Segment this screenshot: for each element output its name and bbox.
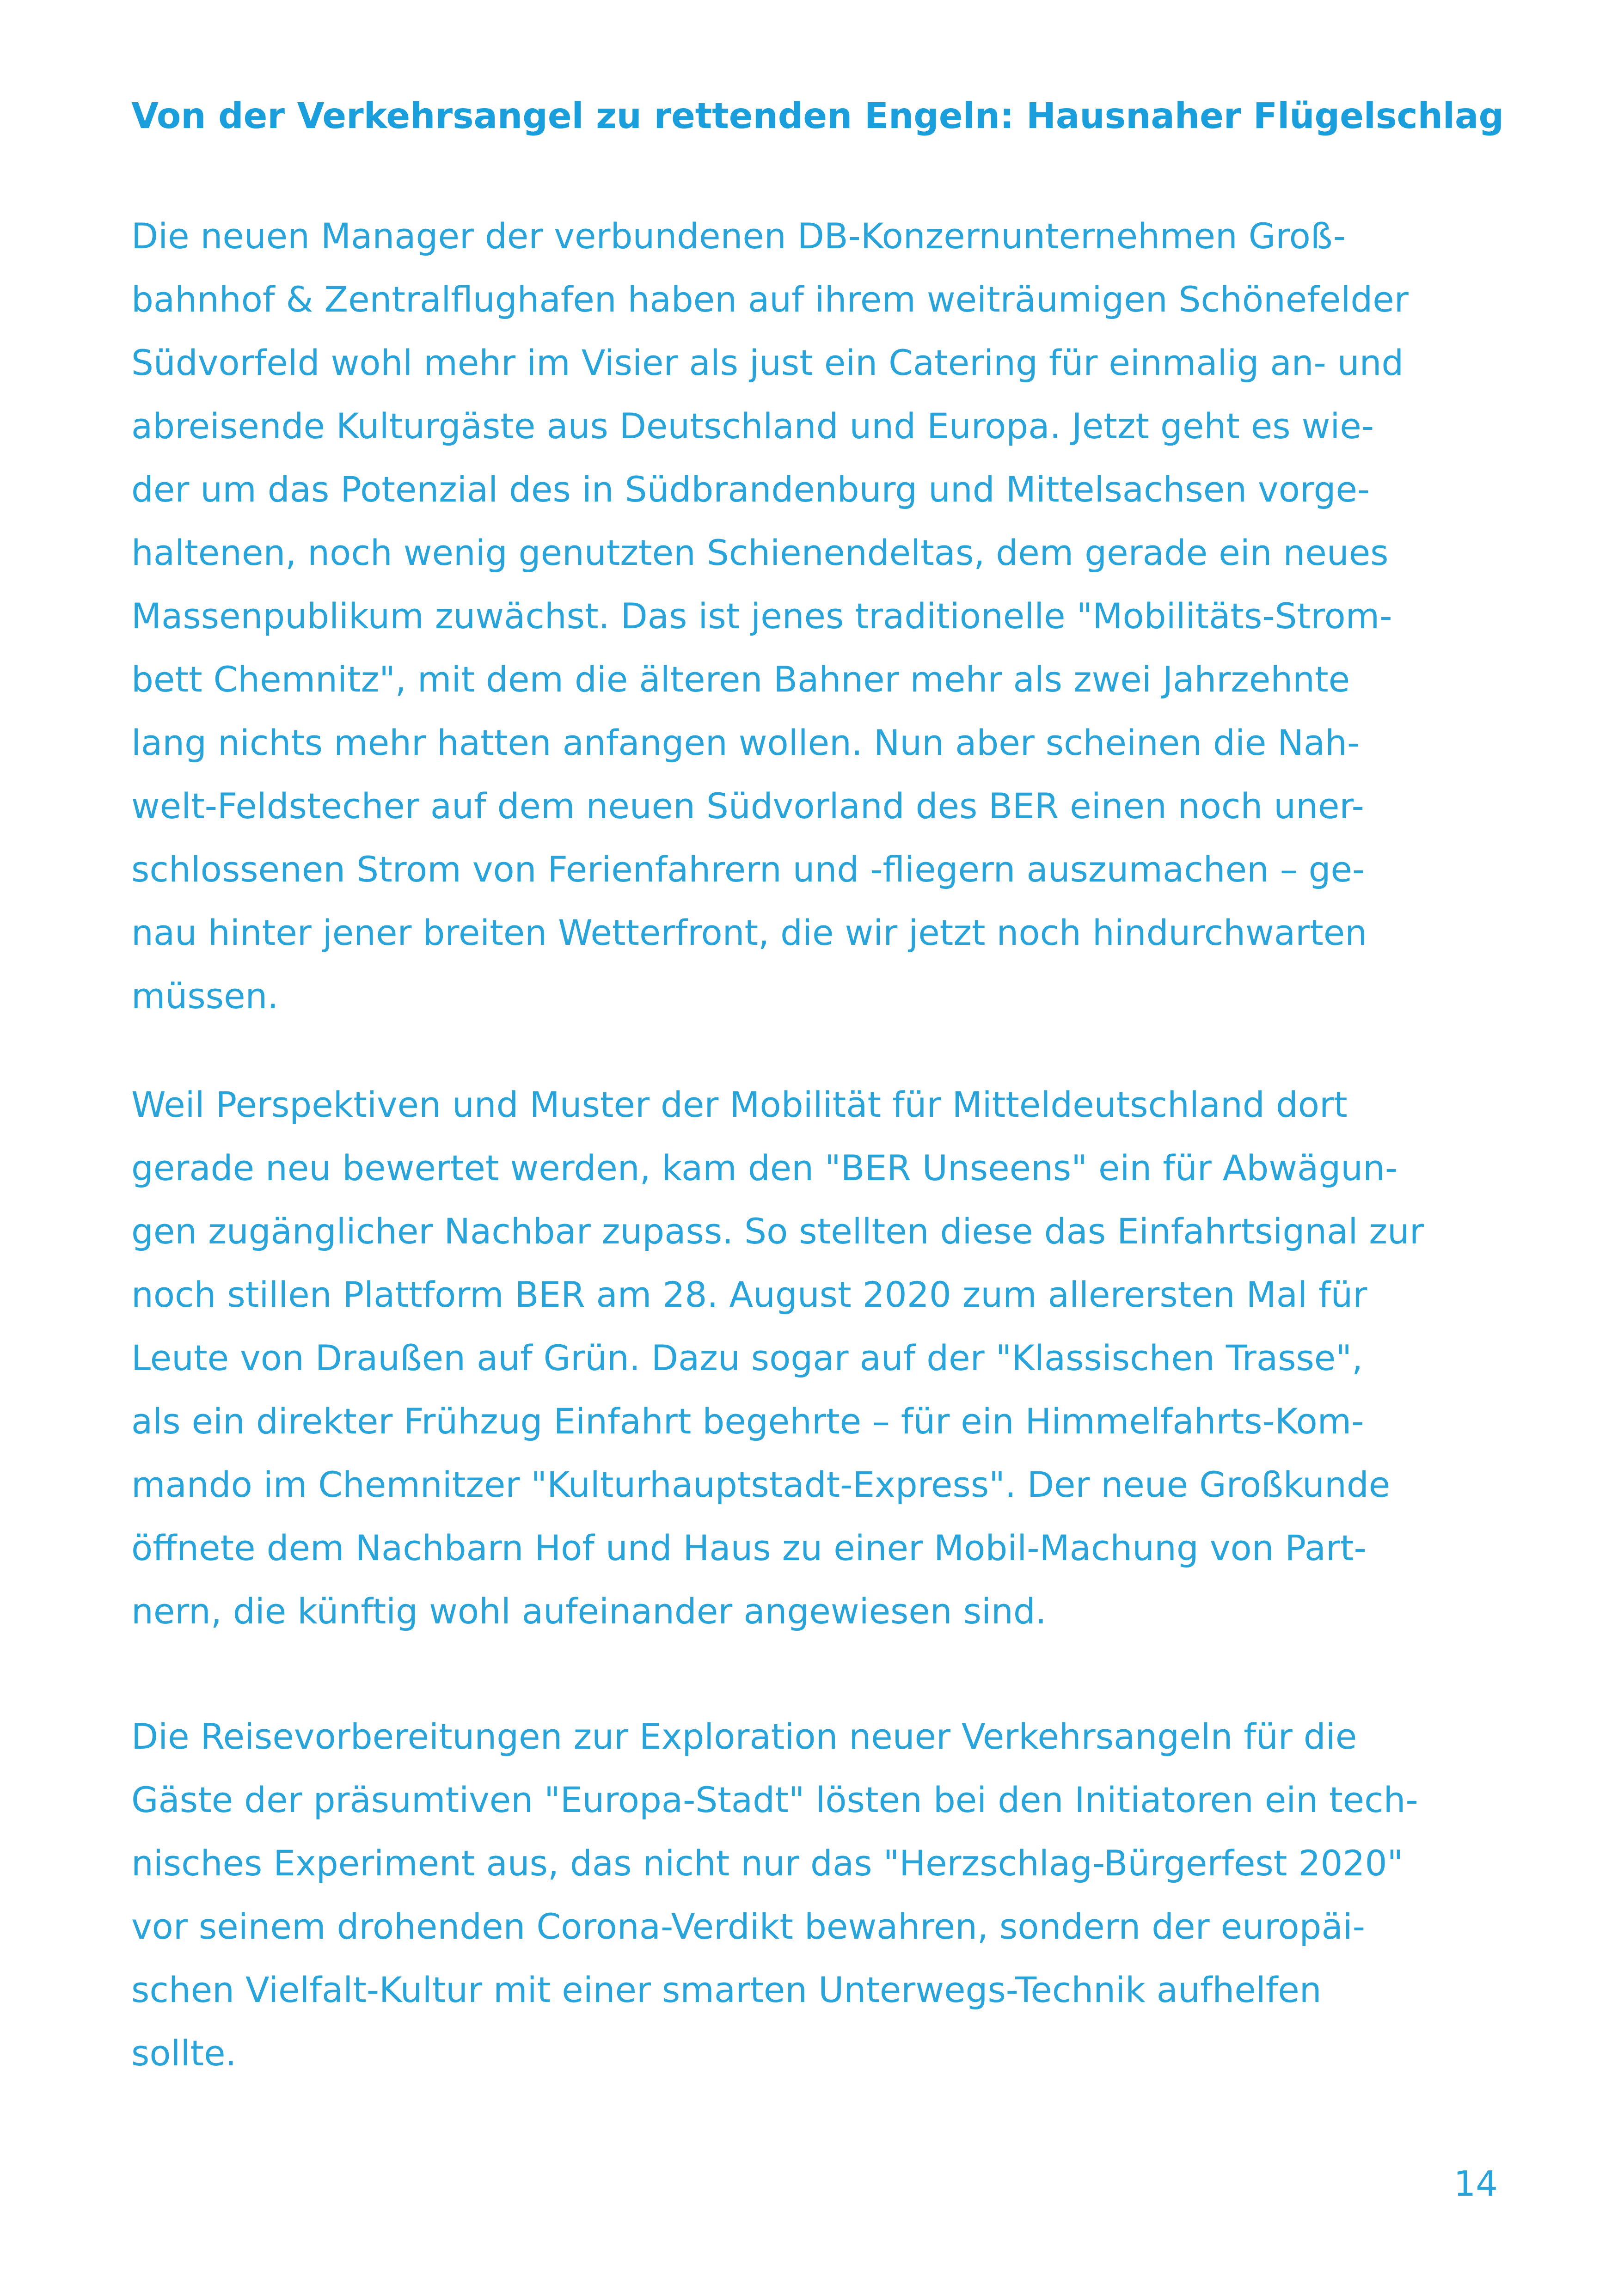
text-line: noch stillen Plattform BER am 28. August 2020 zum allerersten Mal für	[131, 1274, 1367, 1315]
text-line: müssen.	[131, 976, 279, 1016]
text-line: öffnete dem Nachbarn Hof und Haus zu einer Mobil-Machung von Part-	[131, 1528, 1367, 1568]
text-line: Südvorfeld wohl mehr im Visier als just ein Catering für einmalig an- und	[131, 343, 1404, 383]
page-heading: Von der Verkehrsangel zu rettenden Engeln: Hausnaher Flügelschlag	[131, 95, 1504, 136]
text-line: als ein direkter Frühzug Einfahrt begehrte – für ein Himmelfahrts-Kom-	[131, 1401, 1364, 1442]
text-line: mando im Chemnitzer "Kulturhauptstadt-Express". Der neue Großkunde	[131, 1464, 1391, 1505]
text-line: Leute von Draußen auf Grün. Dazu sogar auf der "Klassischen Trasse",	[131, 1338, 1363, 1378]
text-line: sollte.	[131, 2033, 237, 2074]
text-line: schen Vielfalt-Kultur mit einer smarten Unterwegs-Technik aufhelfen	[131, 1970, 1322, 2010]
text-line: vor seinem drohenden Corona-Verdikt bewahren, sondern der europäi-	[131, 1906, 1365, 1947]
text-line: bett Chemnitz", mit dem die älteren Bahner mehr als zwei Jahrzehnte	[131, 659, 1350, 700]
paragraph-1	[131, 205, 1495, 1028]
text-line: haltenen, noch wenig genutzten Schienendeltas, dem gerade ein neues	[131, 533, 1389, 573]
text-line: nau hinter jener breiten Wetterfront, die wir jetzt noch hindurchwarten	[131, 912, 1367, 953]
text-line: nisches Experiment aus, das nicht nur das "Herzschlag-Bürgerfest 2020"	[131, 1843, 1403, 1884]
page-number: 14	[1453, 2163, 1498, 2204]
text-line: abreisende Kulturgäste aus Deutschland und Europa. Jetzt geht es wie-	[131, 406, 1374, 447]
text-line: nern, die künftig wohl aufeinander angewiesen sind.	[131, 1591, 1047, 1632]
text-line: Massenpublikum zuwächst. Das ist jenes traditionelle "Mobilitäts-Strom-	[131, 596, 1392, 637]
text-line: gerade neu bewertet werden, kam den "BER Unseens" ein für Abwägun-	[131, 1148, 1398, 1188]
text-line: welt-Feldstecher auf dem neuen Südvorland des BER einen noch uner-	[131, 786, 1364, 827]
text-line: der um das Potenzial des in Südbrandenburg und Mittelsachsen vorge-	[131, 469, 1370, 510]
text-line: Die neuen Manager der verbundenen DB-Konzernunternehmen Groß-	[131, 216, 1346, 257]
paragraph-3	[131, 1705, 1495, 2085]
text-line: bahnhof & Zentralflughafen haben auf ihrem weiträumigen Schönefelder	[131, 279, 1409, 320]
text-line: Die Reisevorbereitungen zur Exploration neuer Verkehrsangeln für die	[131, 1716, 1357, 1757]
text-line: schlossenen Strom von Ferienfahrern und -fliegern auszumachen – ge-	[131, 849, 1365, 890]
text-line: Weil Perspektiven und Muster der Mobilität für Mitteldeutschland dort	[131, 1084, 1348, 1125]
text-line: lang nichts mehr hatten anfangen wollen. Nun aber scheinen die Nah-	[131, 722, 1360, 763]
text-line: gen zugänglicher Nachbar zupass. So stellten diese das Einfahrtsignal zur	[131, 1211, 1424, 1252]
text-line: Gäste der präsumtiven "Europa-Stadt" lösten bei den Initiatoren ein tech-	[131, 1780, 1418, 1820]
paragraph-2	[131, 1073, 1495, 1643]
